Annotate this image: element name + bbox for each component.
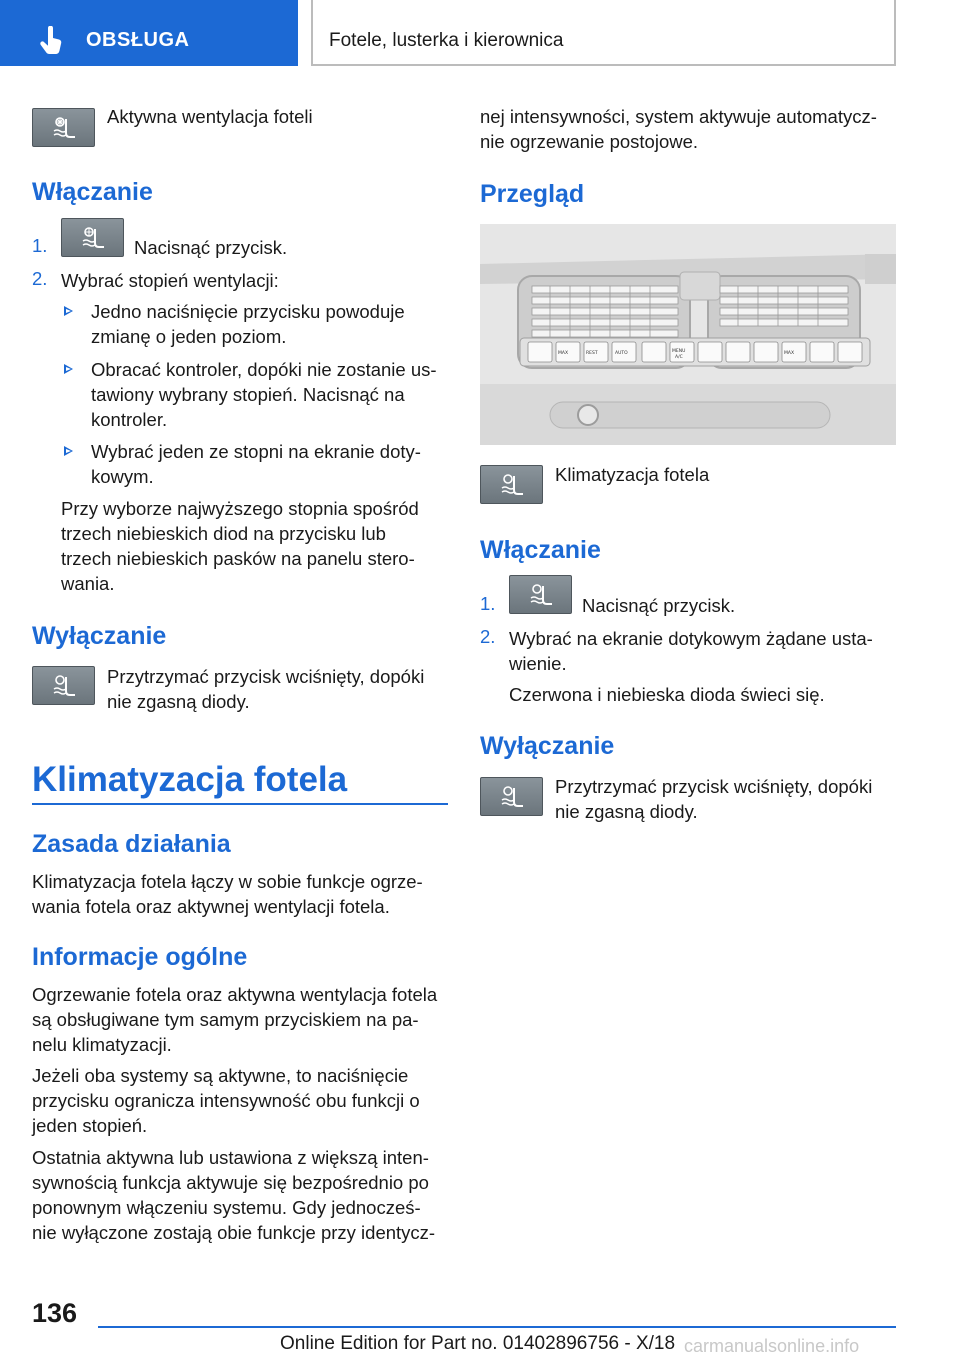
vent-caption: Aktywna wentylacja foteli	[107, 106, 313, 127]
step2-number-right: 2.	[480, 626, 496, 647]
continued-text: nej intensywności, system aktywuje automatycz‐ nie ogrzewanie postojowe.	[480, 106, 877, 152]
bullet-marker	[64, 364, 73, 374]
general-paragraph-1: Ogrzewanie fotela oraz aktywna wentylacja fotela są obsługiwane tym samym przyciskiem na pa‐ nelu klimatyzacji.	[32, 984, 438, 1055]
seat-fan-icon	[51, 673, 77, 699]
tab-section[interactable]	[311, 0, 896, 66]
section-rule	[32, 803, 448, 805]
section-title: Klimatyzacja fotela	[32, 760, 348, 799]
off-text-left: Przytrzymać przycisk wciśnięty, dopóki nie zgasną diody.	[107, 666, 425, 712]
seat-button-icon-step1	[61, 218, 124, 257]
climate-caption: Klimatyzacja fotela	[555, 464, 710, 485]
hand-pointer-icon	[38, 26, 66, 56]
seat-climate-button-icon	[480, 465, 543, 504]
seat-climate-icon	[528, 582, 554, 608]
tab-service[interactable]	[0, 0, 298, 66]
general-paragraph-2: Jeżeli oba systemy są aktywne, to naciśnięcie przycisku ogranicza intensywność obu funkcji o jeden stopień.	[32, 1065, 420, 1136]
climate-panel-illustration	[480, 224, 896, 445]
bullet-1: Jedno naciśnięcie przycisku powoduje zmianę o jeden poziom.	[91, 301, 405, 347]
bullet-3: Wybrać jeden ze stopni na ekranie doty‐ kowym.	[91, 441, 421, 487]
heading-overview: Przegląd	[480, 180, 585, 208]
seat-button-icon-off	[32, 666, 95, 705]
bullet-marker	[64, 306, 73, 316]
off-text-right: Przytrzymać przycisk wciśnięty, dopóki nie zgasną diody.	[555, 776, 873, 822]
level-paragraph: Przy wyborze najwyższego stopnia spośród trzech niebieskich diod na przycisku lub trzech niebieskich pasków na panelu stero‐ wania.	[61, 498, 419, 594]
general-paragraph-3: Ostatnia aktywna lub ustawiona z większą inten‐ sywnością funkcja aktywuje się bezpośrednio po ponownym włączeniu systemu. Gdy jednocześ‐ nie wyłączone zostają obie funkcje przy identycz‐	[32, 1147, 436, 1243]
footer-edition: Online Edition for Part no. 01402896756 - X/18	[280, 1333, 676, 1354]
panel-label: REST	[586, 351, 598, 356]
page-number: 136	[32, 1298, 78, 1328]
seat-climate-icon	[499, 784, 525, 810]
step2-number: 2.	[32, 268, 48, 289]
heading-on-left: Włączanie	[32, 178, 153, 206]
tab-section-label: Fotele, lusterka i kierownica	[329, 30, 564, 51]
tab-service-label: OBSŁUGA	[86, 29, 190, 51]
step1-number-right: 1.	[480, 593, 496, 614]
page-header	[0, 0, 960, 66]
principle-text: Klimatyzacja fotela łączy w sobie funkcje ogrze‐ wania fotela oraz aktywnej wentylacji fotela.	[32, 871, 423, 917]
step1-text-right: Nacisnąć przycisk.	[582, 595, 736, 616]
seat-fan-icon	[51, 115, 77, 141]
heading-on-right: Włączanie	[480, 536, 601, 564]
seat-ventilation-button-icon	[32, 108, 95, 147]
seat-button-icon-right-off	[480, 777, 543, 816]
panel-label: AUTO	[615, 351, 628, 356]
heading-general: Informacje ogólne	[32, 943, 248, 971]
footer-rule	[98, 1326, 896, 1328]
bullet-marker	[64, 446, 73, 456]
panel-label: MENU	[672, 349, 686, 354]
heading-off-right: Wyłączanie	[480, 732, 615, 760]
heading-off-left: Wyłączanie	[32, 622, 167, 650]
step2-text-right: Wybrać na ekranie dotykowym żądane usta‐ wienie.	[509, 628, 873, 674]
climate-panel-photo	[480, 224, 896, 445]
seat-climate-icon	[499, 472, 525, 498]
heading-principle: Zasada działania	[32, 830, 231, 858]
step2-note-right: Czerwona i niebieska dioda świeci się.	[509, 684, 825, 705]
panel-label: MAX	[784, 351, 795, 356]
seat-button-icon-right-step1	[509, 575, 572, 614]
watermark: carmanualsonline.info	[684, 1336, 860, 1356]
bullet-2: Obracać kontroler, dopóki nie zostanie us‐ tawiony wybrany stopień. Nacisnąć na kontroler.	[91, 359, 437, 430]
step2-text: Wybrać stopień wentylacji:	[61, 270, 279, 291]
panel-label: A/C	[675, 355, 683, 360]
step1-number: 1.	[32, 235, 48, 256]
seat-fan-icon	[80, 225, 106, 251]
panel-label: MAX	[558, 351, 569, 356]
step1-text: Nacisnąć przycisk.	[134, 237, 288, 258]
